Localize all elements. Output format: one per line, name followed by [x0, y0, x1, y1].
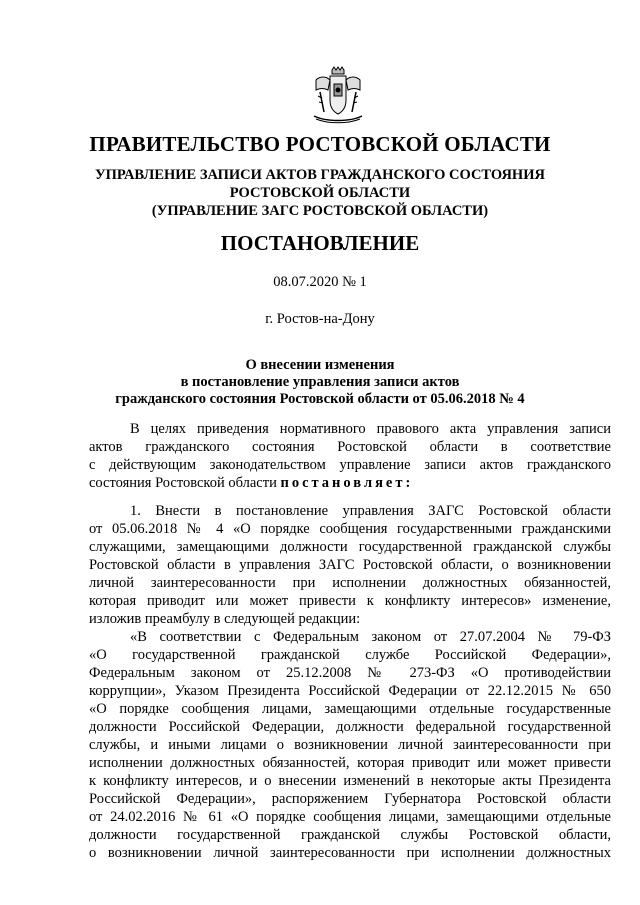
body-line: должности государственной гражданской службы Ростовской области, — [89, 827, 611, 843]
date-and-number: 08.07.2020 № 1 — [273, 274, 367, 290]
body-line: коррупции», Указом Президента Российской Федерации от 22.12.2015 № 650 — [89, 683, 611, 699]
body-line: Российской Федерации», распоряжением Губернатора Ростовской области — [89, 791, 611, 807]
body-line: должности Российской Федерации, должности федеральной государственной — [89, 719, 611, 735]
body-line: к конфликту интересов, и о внесении изменений в некоторые акты Президента — [89, 773, 611, 789]
body-line: актов гражданского состояния Ростовской области в соответствие — [89, 439, 611, 455]
body-line: служащими, замещающими должности государственной гражданской службы — [89, 539, 611, 555]
coat-of-arms-icon — [306, 66, 370, 126]
document-subject — [0, 357, 640, 408]
government-title: ПРАВИТЕЛЬСТВО РОСТОВСКОЙ ОБЛАСТИ — [89, 132, 551, 156]
body-line: «О порядке сообщения лицами, замещающими отдельные государственные — [89, 701, 611, 717]
body-line: от 05.06.2018 № 4 «О порядке сообщения государственными гражданскими — [89, 521, 611, 537]
body-line: которая приводит или может привести к конфликту интересов» изменение, — [89, 593, 611, 609]
subject-line: в постановление управления записи актов — [180, 374, 460, 390]
body-line: Ростовской области в управления ЗАГС Ростовской области, о возникновении — [89, 557, 611, 573]
resolution-keyword: постановляет: — [280, 475, 414, 491]
subject-line: гражданского состояния Ростовской области от 05.06.2018 № 4 — [115, 391, 525, 407]
body-line: личной заинтересованности при исполнении должностных обязанностей, — [89, 575, 611, 591]
subject-line: О внесении изменения — [245, 357, 395, 373]
city-line: г. Ростов-на-Дону — [265, 311, 375, 327]
body-line — [89, 474, 611, 492]
department-name — [0, 166, 640, 220]
document-type-title: ПОСТАНОВЛЕНИЕ — [220, 231, 420, 255]
body-line: «В соответствии с Федеральным законом от 27.07.2004 № 79-ФЗ — [130, 629, 611, 645]
department-line: (УПРАВЛЕНИЕ ЗАГС РОСТОВСКОЙ ОБЛАСТИ) — [151, 203, 489, 219]
body-text: состояния Ростовской области — [89, 475, 281, 491]
body-line: 1. Внести в постановление управления ЗАГС Ростовской области — [130, 503, 611, 519]
department-line: РОСТОВСКОЙ ОБЛАСТИ — [229, 185, 411, 201]
body-line: Федеральным законом от 25.12.2008 № 273-ФЗ «О противодействии — [89, 665, 611, 681]
body-line: о возникновении личной заинтересованности при исполнении должностных — [89, 845, 611, 861]
body-line: В целях приведения нормативного правового акта управления записи — [130, 421, 611, 437]
body-line: изложив преамбулу в следующей редакции: — [89, 611, 361, 627]
body-line: исполнении должностных обязанностей, которая приводит или может привести — [89, 755, 611, 771]
body-line: от 24.02.2016 № 61 «О порядке сообщения лицами, замещающими отдельные — [89, 809, 611, 825]
body-line: «О государственной гражданской службе Российской Федерации», — [89, 647, 611, 663]
body-line: с действующим законодательством управление записи актов гражданского — [89, 457, 611, 473]
department-line: УПРАВЛЕНИЕ ЗАПИСИ АКТОВ ГРАЖДАНСКОГО СОСТОЯНИЯ — [95, 167, 545, 183]
body-line: службы, и иными лицами о возникновении личной заинтересованности при — [89, 737, 611, 753]
